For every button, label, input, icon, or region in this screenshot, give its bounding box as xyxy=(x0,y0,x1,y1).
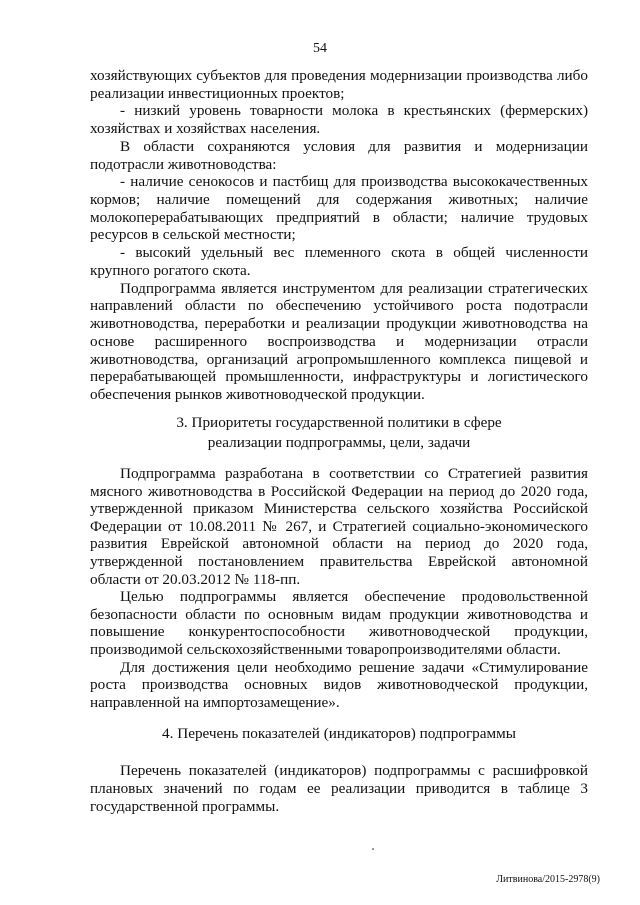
text-line: - низкий уровень товарности молока в крестьянских (фермерских) xyxy=(120,102,588,120)
text-line: молокоперерабатывающих предприятий в области; наличие трудовых xyxy=(90,208,588,226)
text-line: безопасности области по основным видам продукции животноводства и xyxy=(90,605,588,623)
text-line: утвержденной приказом Министерства сельского хозяйства Российской xyxy=(90,500,588,518)
text-line: В области сохраняются условия для развития и модернизации xyxy=(120,137,588,155)
section-3-heading-line-1: 3. Приоритеты государственной политики в сфере xyxy=(176,414,502,431)
text-line: крупного рогатого скота. xyxy=(90,261,251,279)
text-line: направленной на импортозамещение». xyxy=(90,693,340,711)
text-line: хозяйствах и хозяйствах населения. xyxy=(90,120,321,138)
text-line: Целью подпрограммы является обеспечение продовольственной xyxy=(120,588,588,606)
footer-reference: Литвинова/2015-2978(9) xyxy=(496,874,600,885)
scan-speck xyxy=(372,848,374,850)
text-line: реализации инвестиционных проектов; xyxy=(90,84,345,102)
text-line: Подпрограмма является инструментом для реализации стратегических xyxy=(120,279,588,297)
text-line: основе расширенного воспроизводства и модернизации отрасли xyxy=(90,332,588,350)
section-4-heading: 4. Перечень показателей (индикаторов) подпрограммы xyxy=(162,725,516,742)
text-line: Перечень показателей (индикаторов) подпрограммы с расшифровкой xyxy=(120,762,588,779)
text-line: перерабатывающей промышленности, инфраструктуры и логистического xyxy=(90,368,588,386)
text-line: Подпрограмма разработана в соответствии со Стратегией развития xyxy=(120,465,588,482)
text-line: роста производства основных видов животноводческой продукции, xyxy=(90,676,588,694)
text-line: животноводства, переработки и реализации продукции животноводства на xyxy=(90,315,588,333)
text-line: области от 20.03.2012 № 118-пп. xyxy=(90,570,301,588)
text-line: кормов; наличие помещений для содержания животных; наличие xyxy=(90,191,588,209)
text-line: подотрасли животноводства: xyxy=(90,155,277,173)
text-line: мясного животноводства в Российской Федерации на период до 2020 года, xyxy=(90,482,588,500)
text-line: хозяйствующих субъектов для проведения модернизации производства либо xyxy=(90,67,588,84)
text-line: повышение конкурентоспособности животноводческой продукции, xyxy=(90,623,588,641)
section-3-heading-line-2: реализации подпрограммы, цели, задачи xyxy=(207,434,471,451)
text-line: - высокий удельный вес племенного скота в общей численности xyxy=(120,244,588,262)
text-line: животноводства, организаций агропромышленного комплекса пищевой и xyxy=(90,350,588,368)
text-line: обеспечения рынков животноводческой продукции. xyxy=(90,385,425,403)
text-line: - наличие сенокосов и пастбищ для производства высококачественных xyxy=(120,173,588,191)
text-line: государственной программы. xyxy=(90,798,280,815)
text-line: ресурсов в сельской местности; xyxy=(90,226,296,244)
text-line: плановых значений по годам ее реализации приводится в таблице 3 xyxy=(90,780,588,797)
text-line: Федерации от 10.08.2011 № 267, и Стратегией социально-экономического xyxy=(90,517,588,535)
text-line: направлений области по обеспечению устойчивого роста подотрасли xyxy=(90,297,588,315)
text-line: производимой сельскохозяйственными товаропроизводителями области. xyxy=(90,641,561,658)
text-line: Для достижения цели необходимо решение задачи «Стимулирование xyxy=(120,658,588,676)
page-number: 54 xyxy=(313,41,327,56)
text-line: развития Еврейской автономной области на период до 2020 года, xyxy=(90,535,588,553)
text-line: утвержденной постановлением правительства Еврейской автономной xyxy=(90,553,588,570)
